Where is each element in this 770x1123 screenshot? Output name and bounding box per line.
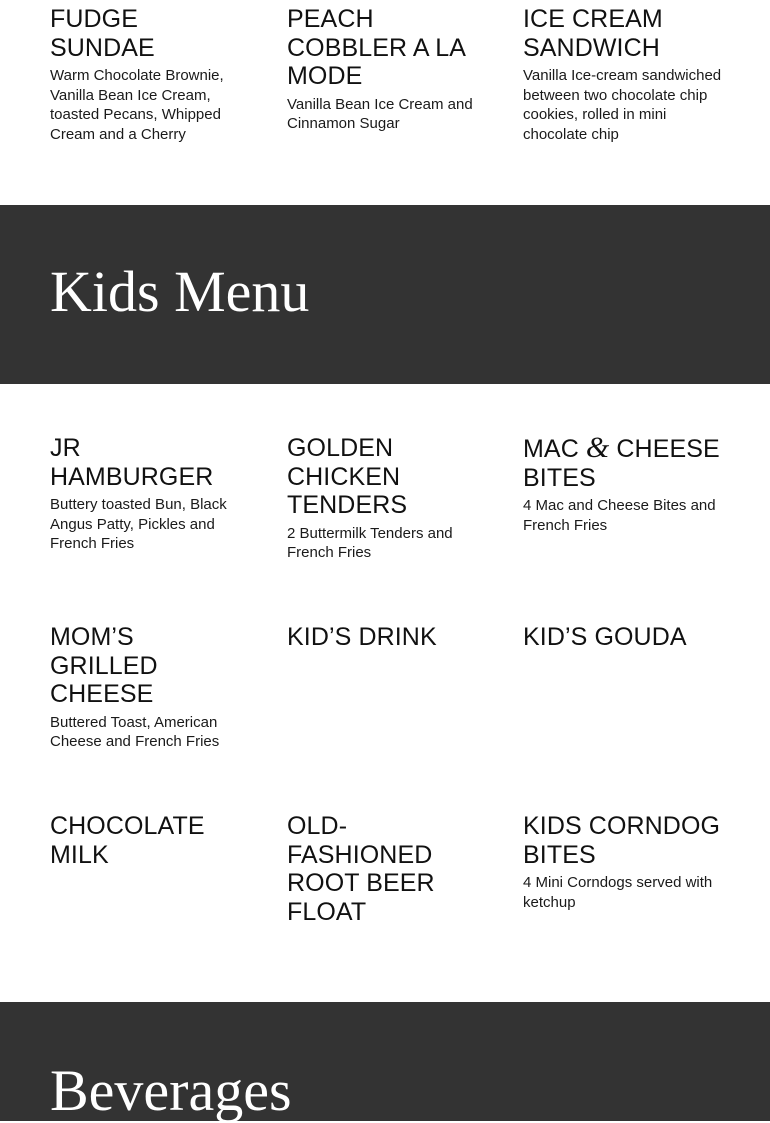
item-description: 4 Mac and Cheese Bites and French Fries: [523, 497, 716, 534]
menu-item-peach-cobbler: [287, 5, 477, 134]
menu-item-fudge-sundae: [50, 5, 240, 144]
item-name: OLD-FASHIONED ROOT BEER FLOAT: [287, 812, 435, 926]
menu-item-chicken-tenders: [287, 434, 477, 563]
item-name: GOLDEN CHICKEN TENDERS: [287, 434, 408, 519]
item-description: Warm Chocolate Brownie, Vanilla Bean Ice Cream, toasted Pecans, Whipped Cream and a Cherry: [50, 67, 224, 143]
menu-item-corndog-bites: [523, 812, 721, 912]
menu-item-root-beer-float: [287, 812, 467, 926]
section-title: Kids Menu: [50, 259, 310, 324]
item-name: FUDGE SUNDAE: [50, 5, 155, 62]
menu-item-grilled-cheese: [50, 623, 240, 752]
item-description: 2 Buttermilk Tenders and French Fries: [287, 524, 453, 561]
item-name: KID’S DRINK: [287, 623, 437, 651]
menu-item-jr-hamburger: [50, 434, 240, 554]
item-name: KIDS CORNDOG BITES: [523, 812, 721, 869]
item-description: Vanilla Bean Ice Cream and Cinnamon Sugar: [287, 95, 473, 132]
section-title: Beverages: [50, 1058, 292, 1123]
menu-item-mac-cheese-bites: [523, 431, 720, 535]
item-description: Buttered Toast, American Cheese and French Fries: [50, 713, 220, 750]
kids-menu-banner: [0, 205, 770, 384]
item-name: MAC & CHEESE BITES: [523, 431, 720, 492]
item-name: PEACH COBBLER A LA MODE: [287, 5, 465, 90]
beverages-banner: [0, 1002, 770, 1121]
menu-item-ice-cream-sandwich: [523, 5, 722, 144]
item-name: JR HAMBURGER: [50, 434, 214, 491]
menu-item-chocolate-milk: [50, 812, 240, 869]
menu-item-kids-drink: [287, 623, 487, 652]
menu-item-kids-gouda: [523, 623, 713, 652]
item-name: ICE CREAM SANDWICH: [523, 5, 663, 62]
item-description: Buttery toasted Bun, Black Angus Patty, Pickles and French Fries: [50, 496, 227, 552]
item-name: KID’S GOUDA: [523, 623, 687, 651]
item-name: CHOCOLATE MILK: [50, 812, 205, 869]
item-name: MOM’S GRILLED CHEESE: [50, 623, 158, 708]
item-description: Vanilla Ice-cream sandwiched between two chocolate chip cookies, rolled in mini chocolate chip: [523, 67, 722, 143]
item-description: 4 Mini Corndogs served with ketchup: [523, 874, 713, 911]
